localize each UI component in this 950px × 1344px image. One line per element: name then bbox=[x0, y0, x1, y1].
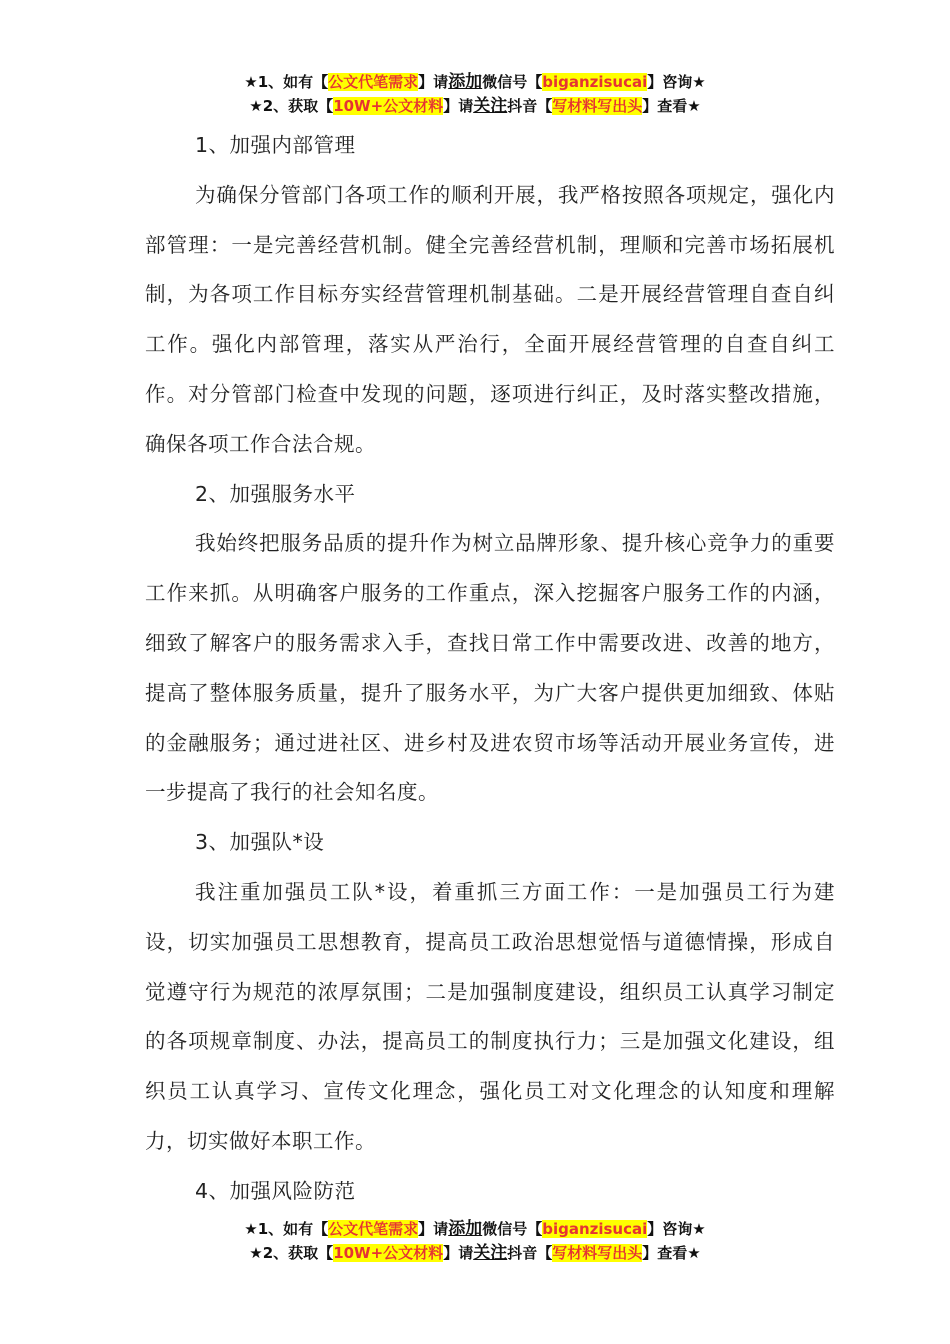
banner-text: 】咨询 bbox=[647, 1220, 693, 1238]
banner-text: 2、获取【 bbox=[262, 1244, 334, 1262]
banner-highlight: 10W+公文材料 bbox=[333, 97, 444, 115]
banner-highlight: biganzisucai bbox=[542, 73, 648, 91]
star-icon: ★ bbox=[244, 1220, 258, 1238]
banner-text: 1、如有【 bbox=[257, 73, 329, 91]
banner-highlight: 10W+公文材料 bbox=[333, 1244, 444, 1262]
banner-underlined: 关注 bbox=[473, 96, 508, 116]
banner-highlight: 公文代笔需求 bbox=[328, 73, 419, 91]
star-icon: ★ bbox=[687, 97, 701, 115]
paragraph: 为确保分管部门各项工作的顺利开展，我严格按照各项规定，强化内部管理：一是完善经营机制。健全完善经营机制，理顺和完善市场拓展机制，为各项工作目标夯实经营管理机制基础。二是开展经营管理自查自纠工作。强化内部管理，落实从严治行，全面开展经营管理的自查自纠工作。对分管部门检查中发现的问题，逐项进行纠正，及时落实整改措施，确保各项工作合法合规。 bbox=[145, 182, 835, 456]
banner-text: 】请 bbox=[418, 73, 449, 91]
banner-text: 微信号【 bbox=[482, 73, 543, 91]
banner-text: 】查看 bbox=[642, 1244, 688, 1262]
banner-highlight: 公文代笔需求 bbox=[328, 1220, 419, 1238]
paragraph: 我注重加强员工队*设，着重抓三方面工作：一是加强员工行为建设，切实加强员工思想教育，提高员工政治思想觉悟与道德情操，形成自觉遵守行为规范的浓厚氛围；二是加强制度建设，组织员工认真学习制定的各项规章制度、办法，提高员工的制度执行力；三是加强文化建设，组织员工认真学习、宣传文化理念，强化员工对文化理念的认知度和理解力，切实做好本职工作。 bbox=[145, 879, 835, 1153]
banner-text: 】请 bbox=[418, 1220, 449, 1238]
bottom-banner bbox=[0, 1217, 950, 1265]
paragraph: 我始终把服务品质的提升作为树立品牌形象、提升核心竞争力的重要工作来抓。从明确客户服务的工作重点，深入挖掘客户服务工作的内涵，细致了解客户的服务需求入手，查找日常工作中需要改进、改善的地方，提高了整体服务质量，提升了服务水平，为广大客户提供更加细致、体贴的金融服务；通过进社区、进乡村及进农贸市场等活动开展业务宣传，进一步提高了我行的社会知名度。 bbox=[145, 531, 835, 805]
banner-highlight: biganzisucai bbox=[542, 1220, 648, 1238]
star-icon: ★ bbox=[692, 73, 706, 91]
banner-underlined: 添加 bbox=[448, 72, 483, 92]
document-body bbox=[145, 121, 835, 1217]
banner-highlight: 写材料写出头 bbox=[552, 1244, 643, 1262]
star-icon: ★ bbox=[244, 73, 258, 91]
top-banner bbox=[0, 70, 950, 118]
section-heading: 3、加强队*设 bbox=[195, 830, 325, 855]
banner-text: 1、如有【 bbox=[257, 1220, 329, 1238]
banner-text: 抖音【 bbox=[507, 1244, 553, 1262]
banner-line-2 bbox=[0, 1241, 950, 1265]
star-icon: ★ bbox=[249, 1244, 263, 1262]
banner-text: 2、获取【 bbox=[262, 97, 334, 115]
star-icon: ★ bbox=[249, 97, 263, 115]
banner-line-1 bbox=[0, 1217, 950, 1241]
star-icon: ★ bbox=[687, 1244, 701, 1262]
banner-underlined: 关注 bbox=[473, 1243, 508, 1263]
banner-text: 】请 bbox=[443, 97, 474, 115]
banner-text: 微信号【 bbox=[482, 1220, 543, 1238]
star-icon: ★ bbox=[692, 1220, 706, 1238]
section-heading: 1、加强内部管理 bbox=[195, 133, 356, 157]
banner-highlight: 写材料写出头 bbox=[552, 97, 643, 115]
section-heading: 4、加强风险防范 bbox=[195, 1178, 356, 1203]
banner-text: 】请 bbox=[443, 1244, 474, 1262]
banner-underlined: 添加 bbox=[448, 1219, 483, 1239]
banner-line-2 bbox=[0, 94, 950, 118]
banner-text: 】咨询 bbox=[647, 73, 693, 91]
banner-text: 抖音【 bbox=[507, 97, 553, 115]
banner-text: 】查看 bbox=[642, 97, 688, 115]
banner-line-1 bbox=[0, 70, 950, 94]
section-heading: 2、加强服务水平 bbox=[195, 481, 356, 506]
